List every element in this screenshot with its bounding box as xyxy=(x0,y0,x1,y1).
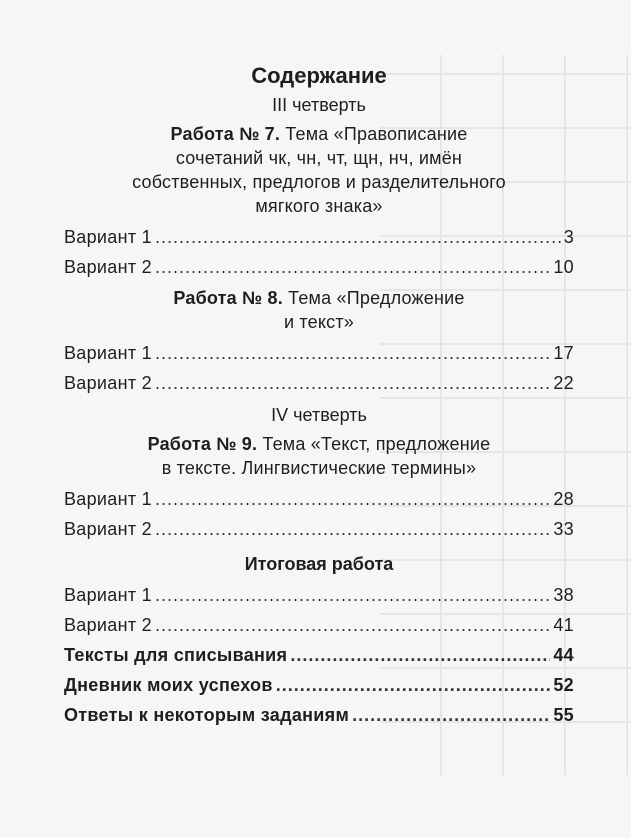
toc-entry-label: Вариант 1 xyxy=(64,343,152,363)
toc-entry-label: Вариант 2 xyxy=(64,519,152,539)
toc-page-number: 41 xyxy=(553,615,574,635)
toc-page-number: 33 xyxy=(553,519,574,539)
toc-entry[interactable] xyxy=(64,222,574,252)
toc-entry-label: Ответы к некоторым заданиям xyxy=(64,705,350,725)
toc-entry-label: Вариант 2 xyxy=(64,257,152,277)
work-9-label: Работа № 9. xyxy=(147,434,258,454)
toc-entry-label: Вариант 1 xyxy=(64,585,152,605)
toc-page-number: 55 xyxy=(553,705,574,725)
toc-entry-label: Вариант 2 xyxy=(64,615,152,635)
work-7-topic-line: мягкого знака» xyxy=(255,196,383,216)
quarter-heading-3: III четверть xyxy=(272,95,366,115)
work-9-topic: Тема «Текст, предложение xyxy=(262,434,491,454)
toc-page-number: 52 xyxy=(553,675,574,695)
toc-page-number: 17 xyxy=(553,343,574,363)
toc-entry[interactable] xyxy=(64,368,574,398)
toc-entry[interactable] xyxy=(64,670,574,700)
dot-leader xyxy=(155,222,561,252)
toc-entry-label: Вариант 1 xyxy=(64,227,152,247)
dot-leader xyxy=(155,610,550,640)
work-7-topic: Тема «Правописание xyxy=(285,124,468,144)
page-title: Содержание xyxy=(251,63,387,88)
dot-leader xyxy=(352,700,550,730)
work-9-topic-line: в тексте. Лингвистические термины» xyxy=(161,458,477,478)
work-8-topic: Тема «Предложение xyxy=(288,288,465,308)
toc-entry-label: Тексты для списывания xyxy=(64,645,288,665)
toc-page-number: 10 xyxy=(553,257,574,277)
toc-entry[interactable] xyxy=(64,338,574,368)
work-8-topic-line: и текст» xyxy=(283,312,355,332)
quarter-heading-4: IV четверть xyxy=(271,405,367,425)
table-of-contents xyxy=(64,60,574,730)
toc-page-number: 44 xyxy=(553,645,574,665)
toc-entry[interactable] xyxy=(64,610,574,640)
dot-leader xyxy=(155,338,550,368)
toc-entry[interactable] xyxy=(64,700,574,730)
work-8-heading xyxy=(64,286,574,334)
toc-entry[interactable] xyxy=(64,580,574,610)
dot-leader xyxy=(290,640,550,670)
toc-entry[interactable] xyxy=(64,252,574,282)
toc-entry[interactable] xyxy=(64,514,574,544)
toc-page-number: 38 xyxy=(553,585,574,605)
work-7-label: Работа № 7. xyxy=(170,124,281,144)
toc-page-number: 22 xyxy=(553,373,574,393)
toc-entry-label: Дневник моих успехов xyxy=(64,675,273,695)
work-7-topic-line: собственных, предлогов и разделительного xyxy=(132,172,506,192)
toc-entry-label: Вариант 2 xyxy=(64,373,152,393)
dot-leader xyxy=(155,484,550,514)
final-work-heading: Итоговая работа xyxy=(244,554,394,574)
work-7-topic-line: сочетаний чк, чн, чт, щн, нч, имён xyxy=(175,148,463,168)
toc-entry[interactable] xyxy=(64,484,574,514)
toc-entry[interactable] xyxy=(64,640,574,670)
toc-page-number: 3 xyxy=(563,227,574,247)
dot-leader xyxy=(276,670,551,700)
dot-leader xyxy=(155,514,550,544)
dot-leader xyxy=(155,252,550,282)
dot-leader xyxy=(155,580,550,610)
toc-entry-label: Вариант 1 xyxy=(64,489,152,509)
work-7-heading xyxy=(64,122,574,218)
work-8-label: Работа № 8. xyxy=(173,288,283,308)
work-9-heading xyxy=(64,432,574,480)
dot-leader xyxy=(155,368,550,398)
toc-page-number: 28 xyxy=(553,489,574,509)
